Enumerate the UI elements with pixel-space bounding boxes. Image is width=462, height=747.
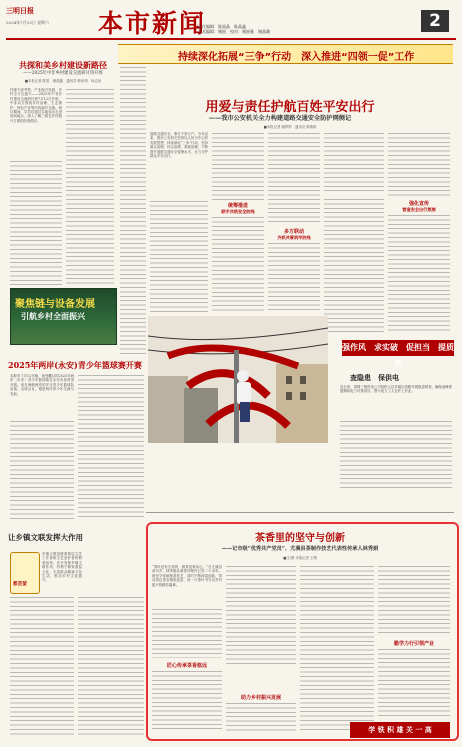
main-story-heading-4: 齐抓共管筑牢防线 bbox=[277, 235, 311, 240]
main-story-heading-2: 联手共筑安全防线 bbox=[221, 209, 255, 214]
mid-column-text bbox=[120, 66, 146, 356]
main-story-body: 道路交通安全，事关千家万户。今年以来，我市公安机关坚持以人民为中心的发展思想，持续深化“三争”行动，坚持源头治理、综合治理、系统治理，不断提升道路交通安全管理水平，全力守护群众平安出行。 bbox=[150, 132, 208, 159]
main-story-column bbox=[212, 132, 264, 200]
left-story-column bbox=[10, 160, 62, 285]
main-story-column bbox=[268, 242, 320, 312]
main-story-column bbox=[268, 132, 320, 222]
main-story-byline: ■本报记者 谢梦婷 通讯员 陈康琪 bbox=[263, 125, 317, 129]
promo-slogan-line2: 引航乡村全面振兴 bbox=[21, 312, 85, 321]
left-story-title: 共探和美乡村建设新路径 bbox=[19, 60, 107, 70]
feature-column bbox=[226, 702, 296, 732]
basketball-story-body: 本报讯 7月12日晚，备受瞩目的2025年两岸（永安）青少年篮球赛在永安市体育馆开赛。来自海峡两岸的多支青少年篮球队参赛，以球会友，增进两岸青少年交流与友谊。 bbox=[10, 374, 74, 396]
feature-column bbox=[152, 670, 222, 732]
feature-subtitle: ——记市级“优秀共产党员”、尤溪县茶制作技艺代表性传承人林秀娟 bbox=[221, 546, 379, 552]
columnist-badge bbox=[10, 552, 40, 594]
main-story-column bbox=[324, 132, 384, 194]
main-story-column bbox=[150, 200, 208, 312]
feature-column bbox=[378, 565, 450, 635]
page-number: 2 bbox=[421, 10, 449, 32]
feature-byline: ■文/图 本报记者 王栩 bbox=[283, 556, 317, 560]
slogan-bar: 强作风 求实破 促担当 提质效 bbox=[342, 340, 454, 356]
photo-caption-title: 查隐患 保供电 bbox=[350, 373, 399, 382]
main-story-subtitle: ——我市公安机关全力构建道路交通安全防护网侧记 bbox=[208, 115, 352, 122]
feature-section-2: 勤学力行引领产业 bbox=[393, 641, 434, 647]
feature-section-3: 助力乡村振兴发展 bbox=[240, 695, 281, 701]
main-story-column bbox=[324, 198, 384, 334]
basketball-story-column bbox=[10, 420, 74, 520]
column-story-column bbox=[10, 596, 74, 736]
power-worker-photo bbox=[148, 316, 328, 443]
feature-column bbox=[378, 648, 450, 718]
left-story-column bbox=[66, 88, 114, 285]
main-story-heading-5: 强化宣传 bbox=[408, 201, 429, 207]
section-title: 本市新闻 bbox=[98, 9, 207, 38]
basketball-story-column bbox=[78, 374, 144, 520]
power-worker-illustration bbox=[148, 316, 328, 443]
main-story-column bbox=[388, 132, 450, 196]
photo-caption-body: 连日来，国网三明供电公司组织人员对辖区线路开展隐患排查，确保迎峰度夏期间电力可靠供应。图为电力工人在杆上作业。 bbox=[340, 385, 452, 394]
campaign-banner-text: 持续深化拓展“三争”行动 深入推进“四领一促”工作 bbox=[178, 52, 415, 63]
left-story-byline: ■本报记者 陈恩 谢晶鑫 通讯员 韩家琪 杨志泉 bbox=[24, 79, 102, 83]
campaign-banner bbox=[118, 44, 453, 64]
column-story-body: 乡镇文联是联系基层文艺工作者和文艺爱好者的桥梁纽带。充分发挥乡镇文联作用，有利于繁荣基层文化，丰富群众精神文化生活，推动乡村文化振兴。 bbox=[42, 552, 82, 583]
issue-date: 2024年7月13日 星期六 bbox=[6, 20, 50, 25]
section-divider bbox=[146, 512, 454, 513]
feature-title: 茶香里的坚守与创新 bbox=[255, 533, 345, 544]
feature-column bbox=[152, 608, 222, 658]
left-story-subtitle: ——2025年中非乡村建设交流研讨班开班 bbox=[23, 71, 103, 76]
column-story-column bbox=[78, 596, 144, 736]
promo-slogan-line1: 聚焦链与设备发展 bbox=[15, 299, 95, 310]
main-story-heading-1: 统筹推进 bbox=[227, 203, 248, 209]
main-story-column bbox=[388, 214, 450, 334]
photo-caption-column bbox=[340, 420, 452, 490]
basketball-story-title: 2025年两岸(永安)青少年篮球赛开赛 bbox=[8, 360, 142, 370]
feature-section-1: 匠心传承茶香悠远 bbox=[166, 663, 207, 669]
feature-column bbox=[226, 565, 296, 665]
left-story-body: 村级干部考察、产业振兴发展、乡村全方位振兴——2025年中非乡村建设交流研讨班7月12日开班，中非双方围绕乡村治理、生态保护、特色产业等内容展开交流。研讨期间，学员们通过实地参访走进田间地头，深入了解三明在乡村振兴方面的经验做法。 bbox=[10, 88, 62, 123]
main-story-heading-3: 多方联动 bbox=[283, 229, 304, 235]
columnist-name: 都芸萤 bbox=[13, 582, 27, 587]
main-story-column bbox=[212, 216, 264, 312]
editors-credit: 责任编辑：陈丽晶 陈晶鑫 美术编辑：谢丽 校对：谢丽雅 谢晶璐 bbox=[198, 24, 270, 34]
header-rule bbox=[6, 38, 456, 40]
masthead-logo: 三明日报 bbox=[6, 6, 34, 15]
promo-slogan-image bbox=[10, 288, 117, 345]
feature-body: “茶叶是有生命的，做茶更要用心。”在尤溪县汤川乡，林秀娟从事茶叶制作已有二十余年。她坚守传统制茶技艺，同时不断探索创新，带动周边茶农增收致富，用一片茶叶书写出乡村振兴的精彩篇章。 bbox=[152, 565, 222, 587]
feature-column bbox=[300, 565, 374, 732]
column-story-title: 让乡镇文联发挥大作用 bbox=[8, 533, 83, 542]
bottom-slogan-bar: 学 铁 积 雄 关 一 高 bbox=[350, 722, 450, 738]
main-story-title: 用爱与责任护航百姓平安出行 bbox=[205, 100, 375, 115]
main-story-heading-6: 营造安全出行氛围 bbox=[402, 207, 436, 212]
